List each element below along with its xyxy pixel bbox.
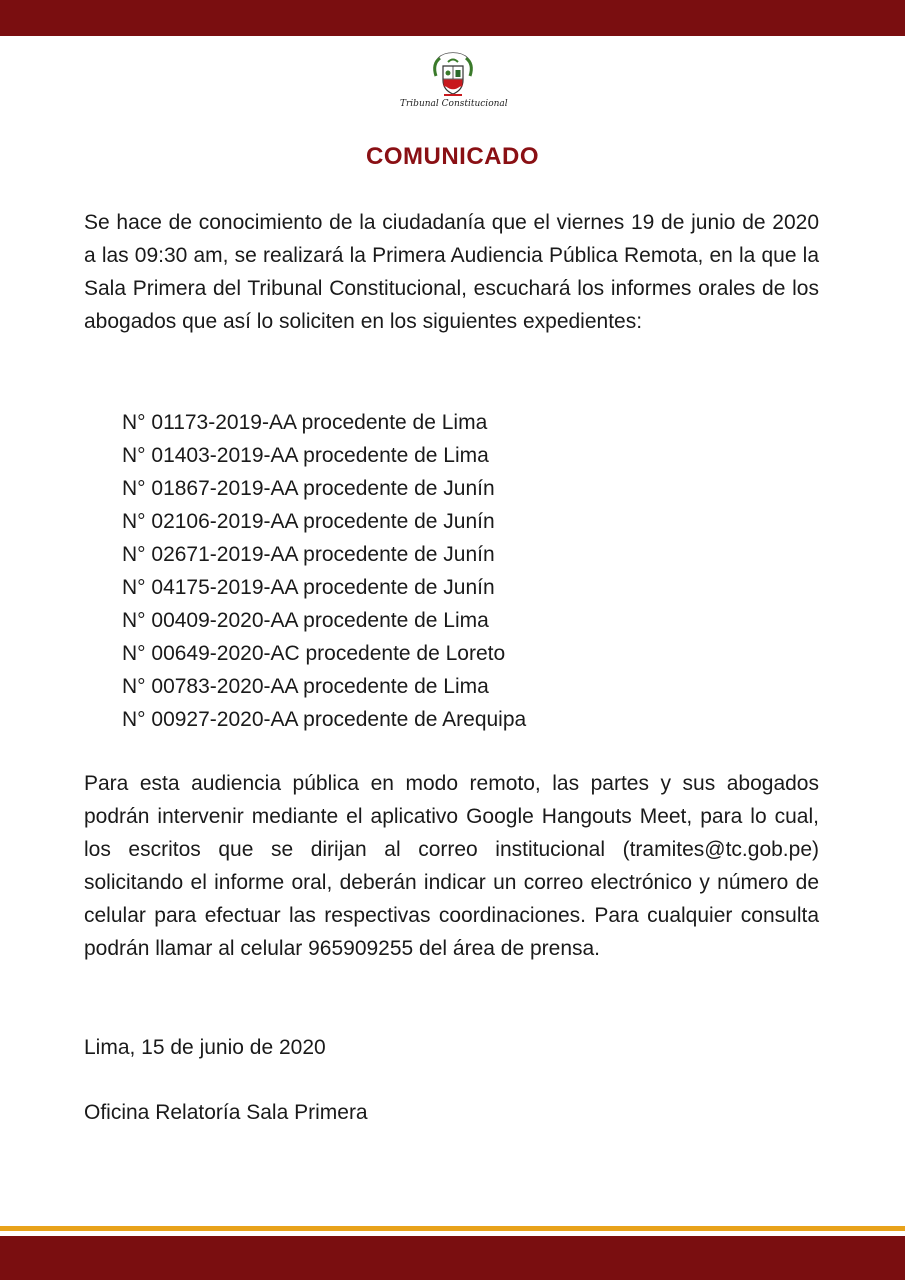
signature-line: Oficina Relatoría Sala Primera [84,1101,368,1124]
coat-of-arms-icon [430,52,476,98]
intro-paragraph: Se hace de conocimiento de la ciudadanía que el viernes 19 de junio de 2020 a las 09:30 am, se realizará la Primera Audiencia Pública Remota, en la que la Sala Primera del Tribunal Constitucional, escuchará los informes orales de los abogados que así lo soliciten en los siguientes expedientes: [84,211,819,333]
top-band [0,0,905,36]
case-item: N° 02671-2019-AA procedente de Junín [122,543,495,566]
case-item: N° 01867-2019-AA procedente de Junín [122,477,495,500]
case-item: N° 01173-2019-AA procedente de Lima [122,411,488,434]
case-item: N° 00927-2020-AA procedente de Arequipa [122,708,527,731]
case-item: N° 00649-2020-AC procedente de Loreto [122,642,506,665]
page-title: COMUNICADO [366,143,539,170]
case-item: N° 00409-2020-AA procedente de Lima [122,609,489,632]
case-item: N° 02106-2019-AA procedente de Junín [122,510,495,533]
details-paragraph: Para esta audiencia pública en modo remoto, las partes y sus abogados podrán intervenir mediante el aplicativo Google Hangouts Meet, para lo cual, los escritos que se dirijan al correo institucional (tramites@tc.gob.pe) solicitando el informe oral, deberán indicar un correo electrónico y número de celular para efectuar las respectivas coordinaciones. Para cualquier consulta podrán llamar al celular 965909255 del área de prensa. [84,772,819,960]
case-item: N° 00783-2020-AA procedente de Lima [122,675,489,698]
case-item: N° 04175-2019-AA procedente de Junín [122,576,495,599]
case-item: N° 01403-2019-AA procedente de Lima [122,444,489,467]
bottom-band [0,1236,905,1280]
tribunal-logo [400,52,506,114]
logo-text: Tribunal Constitucional [400,99,508,109]
date-line: Lima, 15 de junio de 2020 [84,1036,326,1059]
bottom-accent-stripe [0,1226,905,1231]
case-list [122,406,526,736]
